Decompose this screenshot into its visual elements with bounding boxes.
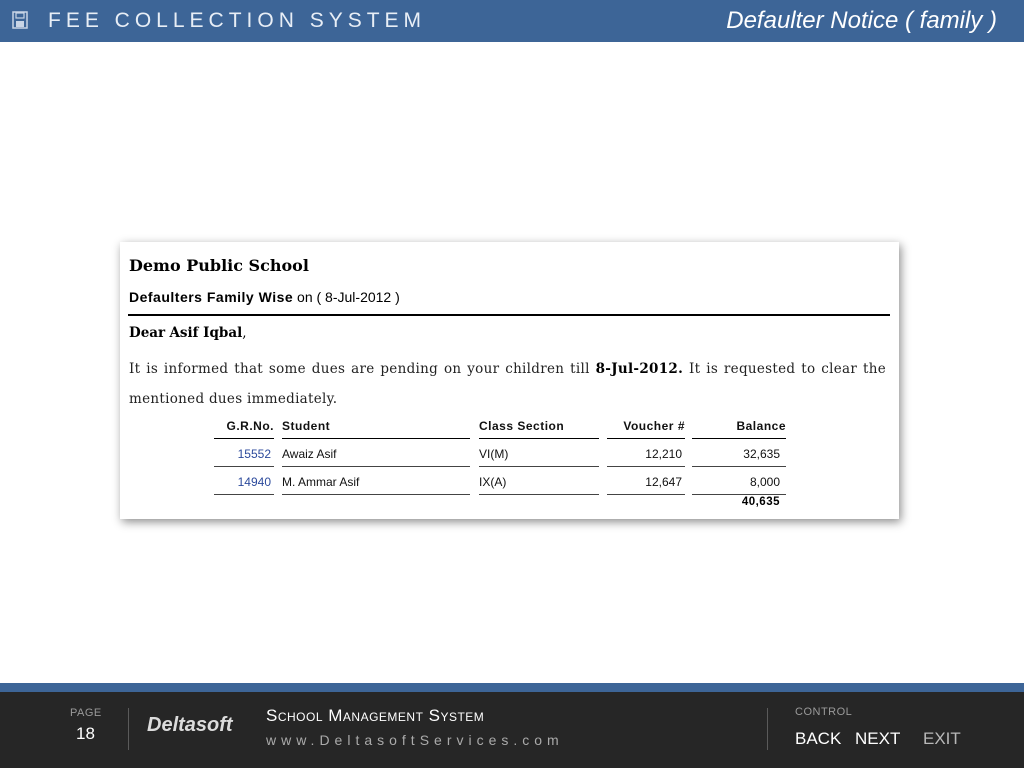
system-title: School Management System — [266, 706, 485, 725]
control-label: CONTROL — [795, 706, 853, 718]
row-2-class-section: IX(A) — [479, 472, 599, 495]
header-bar — [0, 0, 1024, 42]
row-2-balance: 8,000 — [692, 472, 786, 495]
footer-divider-right — [767, 708, 768, 750]
exit-button[interactable]: EXIT — [923, 729, 961, 748]
header-grno: G.R.No. — [214, 416, 274, 439]
page-label: PAGE — [70, 707, 102, 719]
page-number: 18 — [76, 724, 95, 743]
row-1-balance: 32,635 — [692, 444, 786, 467]
row-1-student: Awaiz Asif — [282, 444, 470, 467]
defaulter-notice-document — [120, 242, 899, 519]
school-name: Demo Public School — [129, 256, 309, 275]
back-button[interactable]: BACK — [795, 729, 842, 748]
app-title: FEE COLLECTION SYSTEM — [48, 9, 427, 32]
header-class-section: Class Section — [479, 416, 599, 439]
footer — [0, 692, 1024, 768]
greeting — [129, 325, 247, 341]
footer-divider-left — [128, 708, 129, 750]
floppy-disk-icon — [12, 11, 28, 29]
notice-message — [129, 354, 886, 414]
row-1-voucher: 12,210 — [607, 444, 685, 467]
row-1-class-section: VI(M) — [479, 444, 599, 467]
report-date: on ( 8-Jul-2012 ) — [297, 289, 400, 305]
footer-accent-bar — [0, 683, 1024, 692]
message-date: 8-Jul-2012. — [595, 361, 684, 377]
salutation: Dear — [129, 325, 166, 341]
message-after: It is requested to clear the mentioned dues immediately. — [129, 361, 886, 407]
report-title — [129, 289, 400, 305]
dues-table — [214, 416, 794, 516]
report-name: Defaulters Family Wise — [129, 289, 294, 305]
recipient-name: Asif Iqbal — [169, 325, 243, 341]
header-student: Student — [282, 416, 470, 439]
header-balance: Balance — [692, 416, 786, 439]
website-link[interactable]: www.DeltasoftServices.com — [266, 732, 564, 748]
brand-logo: Deltasoft — [147, 714, 233, 736]
header-voucher: Voucher # — [607, 416, 685, 439]
row-1-grno: 15552 — [214, 444, 274, 467]
next-button[interactable]: NEXT — [855, 729, 901, 748]
slide-title: Defaulter Notice ( family ) — [726, 7, 997, 34]
row-2-voucher: 12,647 — [607, 472, 685, 495]
divider — [128, 314, 890, 316]
row-2-student: M. Ammar Asif — [282, 472, 470, 495]
salutation-comma: , — [242, 325, 247, 341]
balance-total: 40,635 — [741, 496, 780, 508]
message-before: It is informed that some dues are pending on your children till — [129, 361, 590, 377]
row-2-grno: 14940 — [214, 472, 274, 495]
